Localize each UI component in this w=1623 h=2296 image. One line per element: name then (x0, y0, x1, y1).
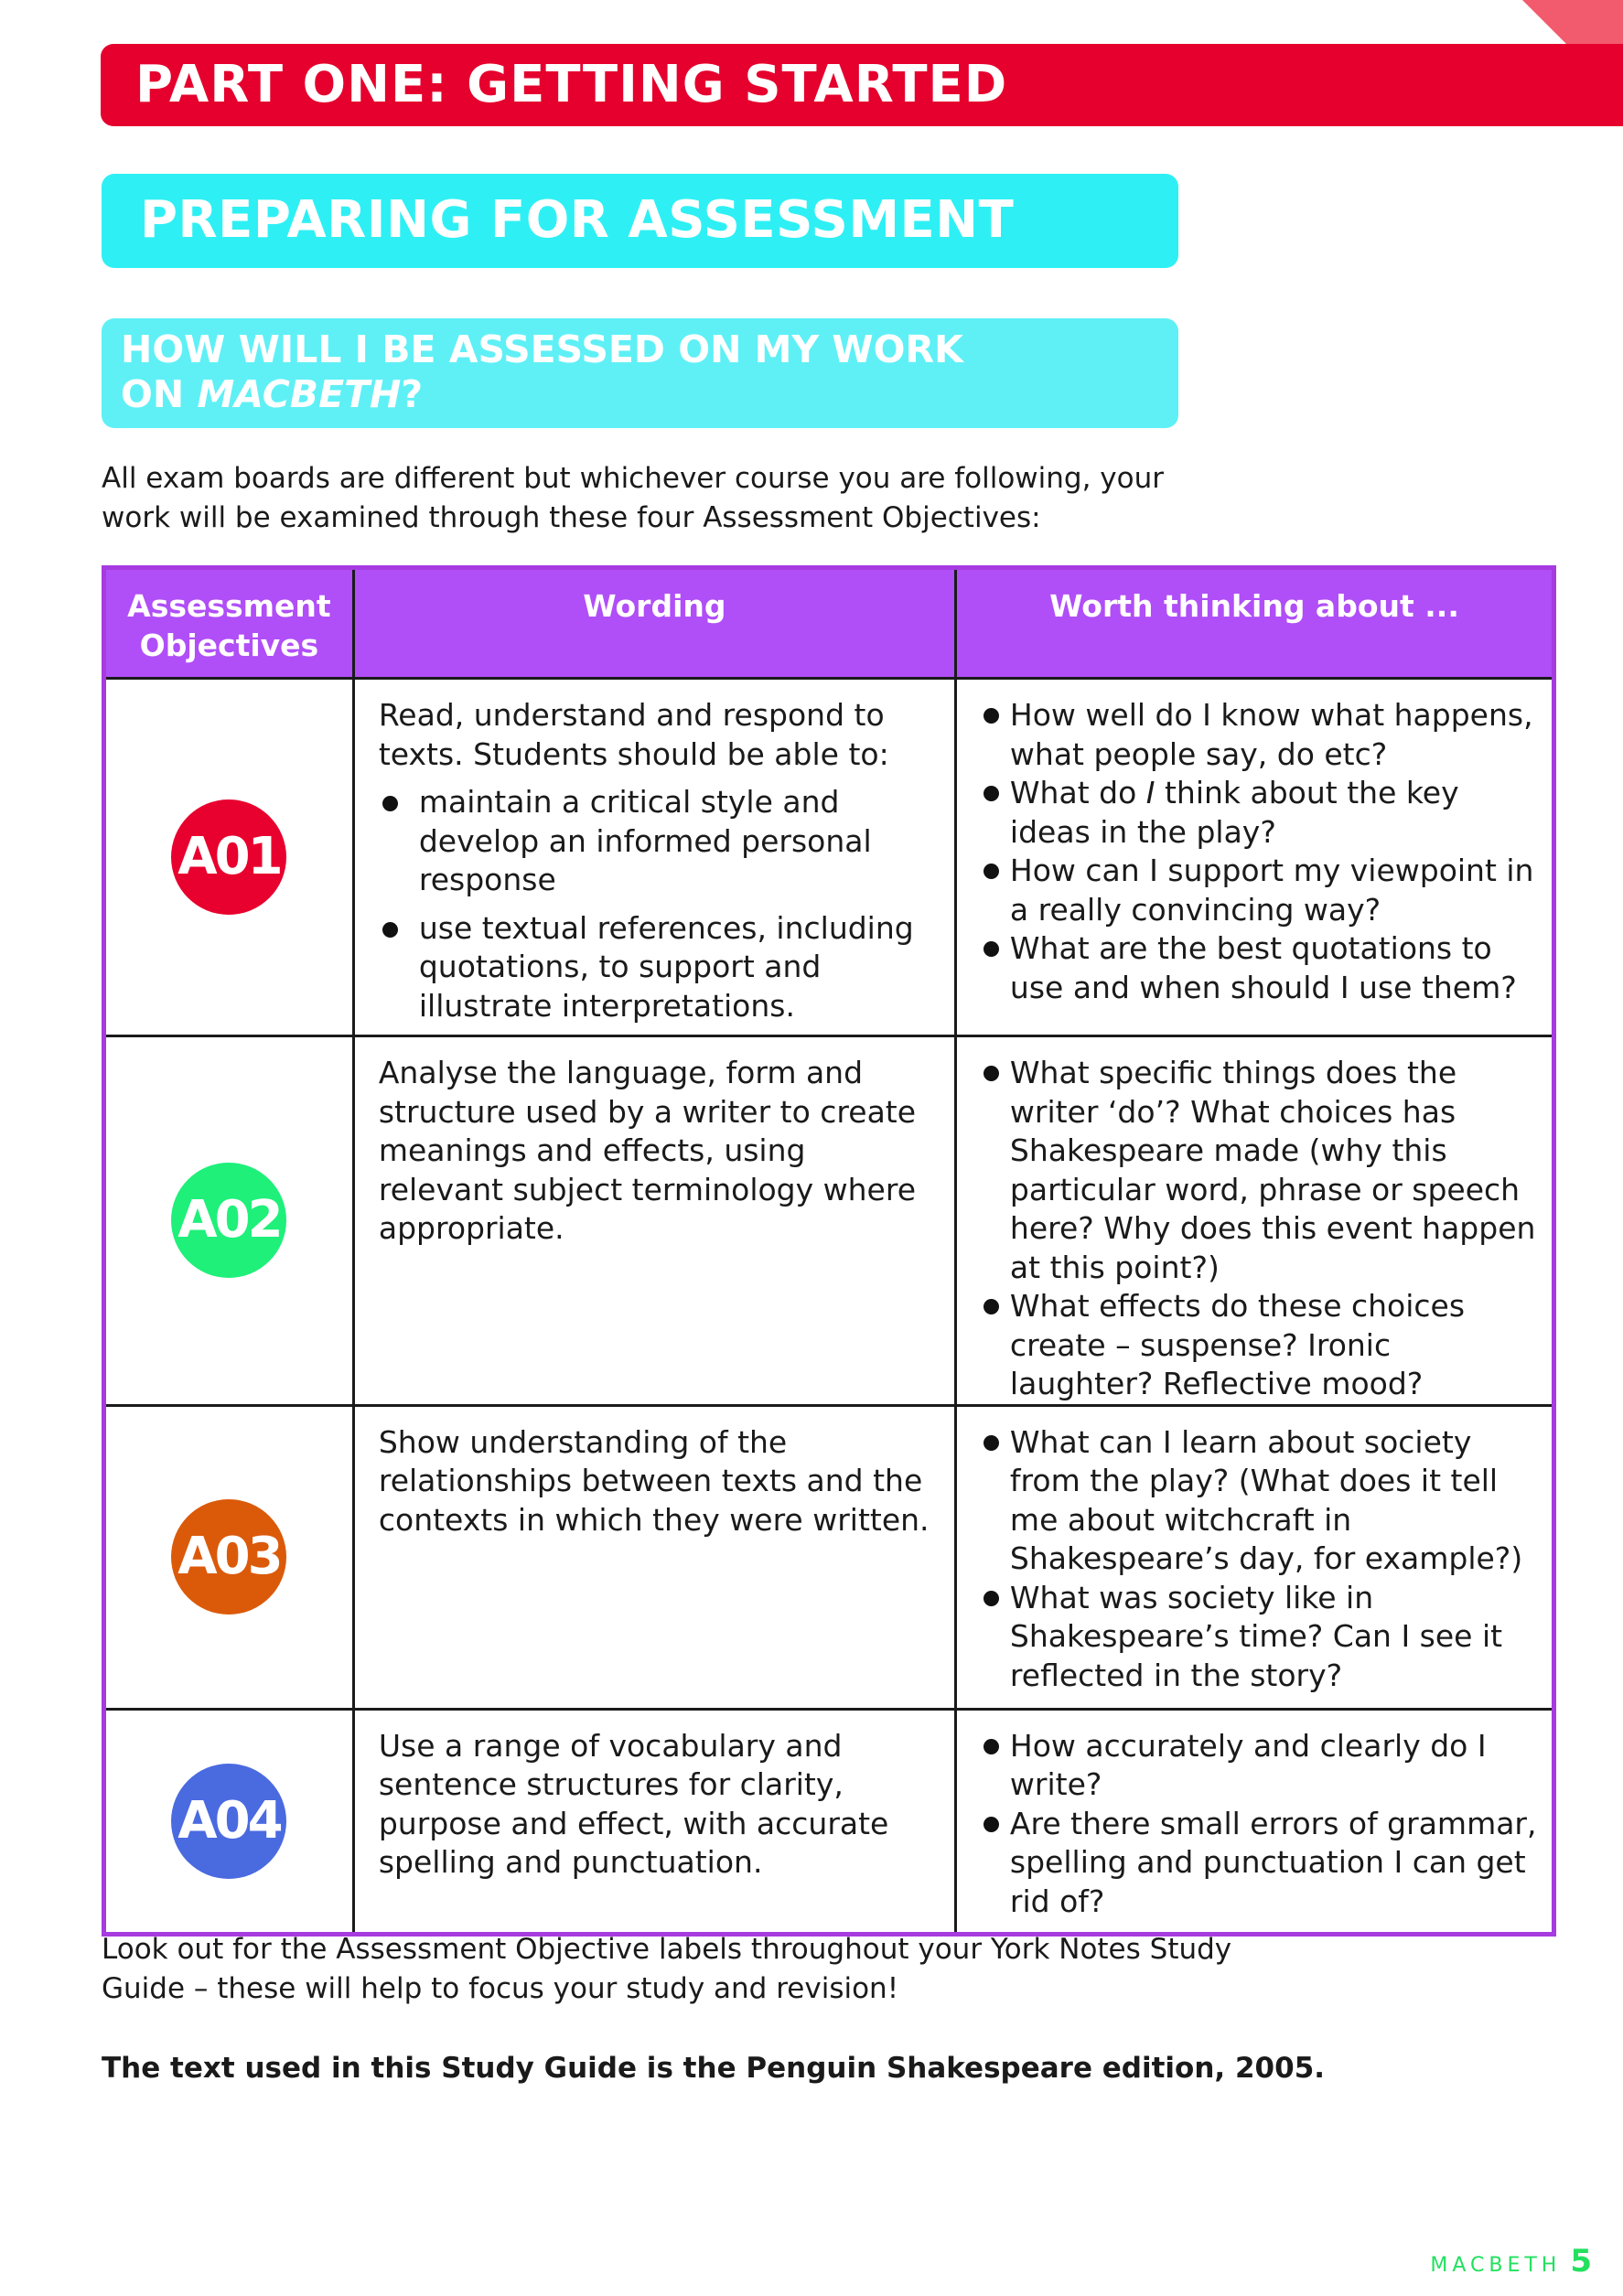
part-banner (101, 44, 1623, 126)
thinking-list (981, 1423, 1541, 1696)
table-row (104, 1709, 1554, 1934)
ao-badge: A02 (171, 1163, 286, 1278)
thinking-item-emphasis: I (1145, 775, 1155, 810)
thinking-item: What was society like in Shakespeare’s time? Can I see it reflected in the story? (981, 1579, 1541, 1696)
thinking-list (981, 1054, 1541, 1404)
intro-paragraph: All exam boards are different but whichever course you are following, your work will be examined through these four Assessment Objectives: (102, 462, 1165, 534)
section-title: PREPARING FOR ASSESSMENT (140, 190, 1015, 250)
ao-cell (104, 1405, 354, 1709)
thinking-item-text: What do (1009, 775, 1146, 810)
wording-text: Read, understand and respond to texts. Students should be able to: (378, 697, 889, 772)
wording-bullet-list (379, 783, 936, 1025)
question-line-2-suffix: ? (401, 372, 424, 416)
thinking-item: What specific things does the writer ‘do’? What choices has Shakespeare made (why this particular word, phrase or speech here? Why does this event happen at this point?) (981, 1054, 1541, 1287)
thinking-item: How accurately and clearly do I write? (981, 1727, 1541, 1805)
wording-text: Analyse the language, form and structure used by a writer to create meanings and effects, using relevant subject terminology where appropriate. (378, 1055, 917, 1246)
wording-bullet: use textual references, including quotations, to support and illustrate interpretations. (379, 909, 936, 1026)
thinking-cell (955, 1709, 1553, 1934)
assessment-objectives-table (102, 565, 1556, 1937)
wording-text: Show understanding of the relationships between texts and the contexts in which they were written. (378, 1423, 930, 1538)
ao-cell (104, 1709, 354, 1934)
thinking-item: What effects do these choices create – suspense? Ironic laughter? Reflective mood? (981, 1287, 1541, 1404)
table-row (104, 1036, 1554, 1406)
question-line-1: HOW WILL I BE ASSESSED ON MY WORK (121, 327, 963, 371)
question-title (121, 327, 963, 417)
thinking-list (981, 1727, 1541, 1922)
ao-cell (104, 679, 354, 1036)
table-header-row (104, 568, 1554, 679)
thinking-cell (955, 1036, 1553, 1406)
header-col1-line1: Assessment (127, 588, 331, 624)
part-title: PART ONE: GETTING STARTED (135, 55, 1008, 114)
thinking-item-text: think about the key ideas in the play? (1009, 775, 1459, 850)
table-row (104, 1405, 1554, 1709)
wording-cell (353, 1036, 955, 1406)
header-wording: Wording (353, 568, 955, 679)
question-line-2-title: MACBETH (197, 372, 402, 416)
header-assessment-objectives (104, 568, 354, 679)
thinking-item: What are the best quotations to use and when should I use them? (981, 929, 1541, 1007)
folio-label: MACBETH (1430, 2254, 1562, 2277)
header-col1-line2: Objectives (139, 628, 319, 663)
thinking-list (981, 696, 1541, 1007)
wording-cell (353, 1405, 955, 1709)
question-heading-box (102, 318, 1178, 428)
thinking-item: How can I support my viewpoint in a really convincing way? (981, 852, 1541, 929)
thinking-cell (955, 1405, 1553, 1709)
page-number: 5 (1570, 2243, 1592, 2280)
ao-badge: A01 (171, 799, 286, 915)
thinking-cell (955, 679, 1553, 1036)
wording-cell (353, 1709, 955, 1934)
header-worth-thinking-about: Worth thinking about ... (955, 568, 1553, 679)
wording-bullet: maintain a critical style and develop an informed personal response (379, 783, 936, 900)
section-heading-box (102, 174, 1178, 268)
wording-text: Use a range of vocabulary and sentence structures for clarity, purpose and effect, with accurate spelling and punctuation. (378, 1727, 889, 1880)
ao-badge: A03 (171, 1499, 286, 1615)
ao-badge: A04 (171, 1764, 286, 1879)
ao-cell (104, 1036, 354, 1406)
thinking-item: Are there small errors of grammar, spelling and punctuation I can get rid of? (981, 1805, 1541, 1922)
footer-note: Look out for the Assessment Objective labels throughout your York Notes Study Guide – these will help to focus your study and revision! (102, 1933, 1232, 2005)
table-row (104, 679, 1554, 1036)
thinking-item: How well do I know what happens, what people say, do etc? (981, 696, 1541, 774)
page-folio (1430, 2243, 1592, 2280)
edition-note: The text used in this Study Guide is the Penguin Shakespeare edition, 2005. (102, 2052, 1326, 2085)
wording-cell (353, 679, 955, 1036)
thinking-item (981, 774, 1541, 852)
thinking-item: What can I learn about society from the play? (What does it tell me about witchcraft in Shakespeare’s day, for example?) (981, 1423, 1541, 1579)
question-line-2-prefix: ON (121, 372, 198, 416)
